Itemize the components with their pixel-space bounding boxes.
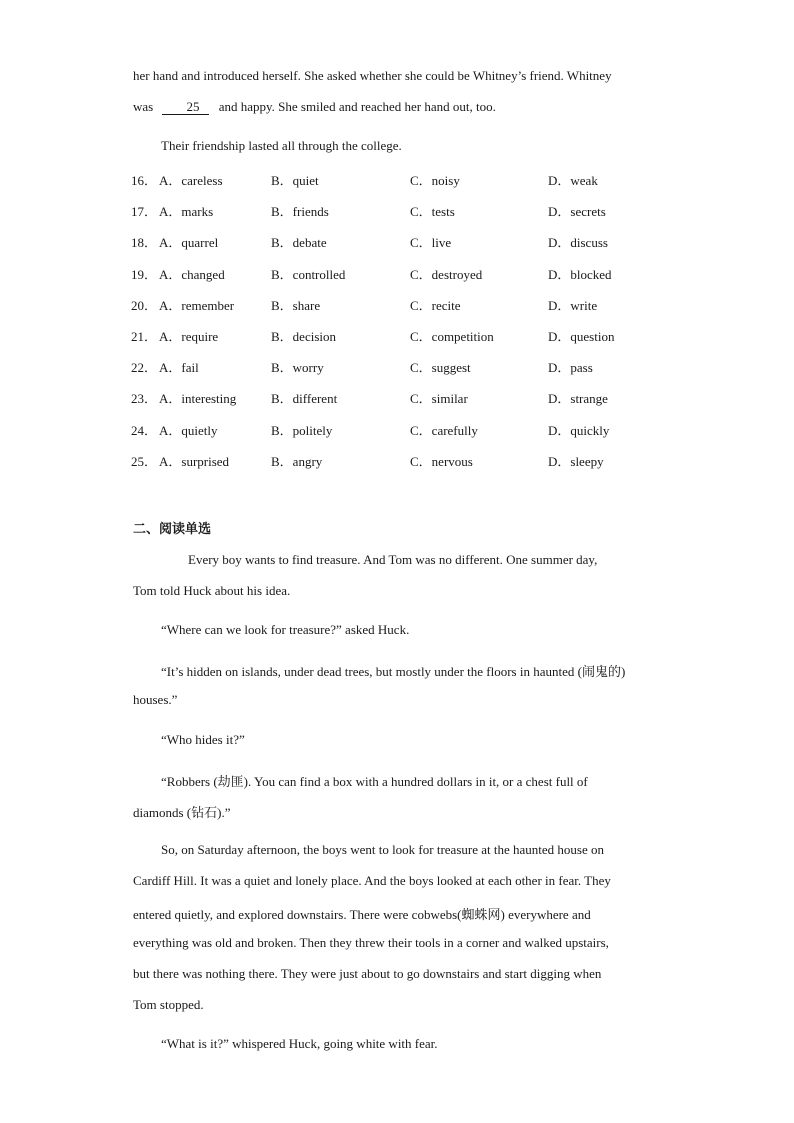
option-c: C．recite	[410, 297, 461, 313]
option-a: A．quietly	[159, 422, 218, 438]
blank-25: 25	[162, 100, 209, 115]
option-d: D．secrets	[548, 204, 606, 220]
passage1-line1: her hand and introduced herself. She asked whether she could be Whitney’s friend. Whitney	[133, 68, 612, 83]
option-c: C．noisy	[410, 173, 460, 188]
option-b: B．friends	[271, 204, 329, 220]
reading-line: “Where can we look for treasure?” asked Huck.	[161, 622, 410, 637]
section-heading: 二、阅读单选	[133, 522, 212, 537]
option-c: C．tests	[410, 204, 455, 220]
question-row	[133, 201, 693, 219]
option-d: D．pass	[548, 360, 593, 376]
option-c: C．live	[410, 235, 452, 251]
question-row	[133, 357, 693, 375]
question-number: 25．	[131, 453, 158, 469]
option-a: A．quarrel	[159, 235, 219, 251]
reading-line: diamonds (钻石).”	[133, 805, 231, 820]
option-c: C．competition	[410, 329, 494, 344]
question-number: 23．	[131, 391, 158, 407]
option-a: A．surprised	[159, 453, 230, 469]
option-b: B．politely	[271, 422, 333, 438]
option-a: A．marks	[159, 204, 214, 220]
question-row	[133, 232, 693, 250]
reading-line: So, on Saturday afternoon, the boys went to look for treasure at the haunted house on	[161, 842, 604, 857]
option-d: D．sleepy	[548, 453, 604, 469]
option-a: A．require	[159, 329, 219, 344]
reading-line: Every boy wants to find treasure. And Tom was no different. One summer day,	[188, 552, 598, 567]
question-row	[133, 451, 693, 469]
question-number: 19．	[131, 266, 158, 282]
question-row	[133, 326, 693, 344]
reading-line: Tom told Huck about his idea.	[133, 583, 291, 598]
question-row	[133, 264, 693, 282]
option-c: C．nervous	[410, 453, 473, 469]
option-a: A．interesting	[159, 391, 237, 407]
option-b: B．different	[271, 391, 338, 407]
question-number: 16．	[131, 173, 158, 188]
passage1-line3: Their friendship lasted all through the college.	[161, 138, 402, 153]
option-d: D．blocked	[548, 266, 612, 282]
option-a: A．fail	[159, 360, 199, 376]
reading-line: “Robbers (劫匪). You can find a box with a hundred dollars in it, or a chest full of	[161, 774, 588, 789]
option-b: B．angry	[271, 453, 323, 469]
option-a: A．changed	[159, 266, 225, 282]
option-d: D．weak	[548, 173, 598, 188]
question-number: 24．	[131, 422, 158, 438]
passage1-line2	[133, 99, 496, 115]
question-number: 20．	[131, 297, 158, 313]
option-d: D．quickly	[548, 422, 610, 438]
question-row	[133, 295, 693, 313]
option-b: B．quiet	[271, 173, 319, 188]
reading-line: “What is it?” whispered Huck, going white with fear.	[161, 1036, 438, 1051]
option-a: A．careless	[159, 173, 223, 188]
option-b: B．share	[271, 297, 321, 313]
reading-line: “It’s hidden on islands, under dead trees, but mostly under the floors in haunted (闹鬼的)	[161, 664, 626, 679]
option-d: D．discuss	[548, 235, 608, 251]
question-number: 21．	[131, 329, 158, 344]
reading-line: but there was nothing there. They were just about to go downstairs and start digging when	[133, 966, 602, 981]
reading-line: Cardiff Hill. It was a quiet and lonely place. And the boys looked at each other in fear. They	[133, 873, 611, 888]
option-a: A．remember	[159, 297, 235, 313]
reading-line: everything was old and broken. Then they threw their tools in a corner and walked upstairs,	[133, 935, 609, 950]
question-number: 22．	[131, 360, 158, 376]
option-c: C．destroyed	[410, 266, 483, 282]
option-d: D．question	[548, 329, 615, 344]
option-d: D．strange	[548, 391, 608, 407]
reading-line: entered quietly, and explored downstairs. There were cobwebs(蜘蛛网) everywhere and	[133, 907, 591, 922]
passage1-line2-pre: was	[133, 99, 154, 114]
reading-line: “Who hides it?”	[161, 732, 245, 747]
option-b: B．debate	[271, 235, 327, 251]
question-row	[133, 170, 693, 188]
option-b: B．decision	[271, 329, 336, 344]
question-row	[133, 420, 693, 438]
option-b: B．worry	[271, 360, 324, 376]
option-c: C．carefully	[410, 422, 478, 438]
option-d: D．write	[548, 297, 598, 313]
question-number: 17．	[131, 204, 158, 220]
reading-line: Tom stopped.	[133, 997, 204, 1012]
question-number: 18．	[131, 235, 158, 251]
passage1-line2-post: and happy. She smiled and reached her hand out, too.	[218, 99, 496, 114]
question-row	[133, 388, 693, 406]
reading-line: houses.”	[133, 692, 178, 707]
option-c: C．suggest	[410, 360, 471, 376]
option-c: C．similar	[410, 391, 468, 407]
option-b: B．controlled	[271, 266, 346, 282]
